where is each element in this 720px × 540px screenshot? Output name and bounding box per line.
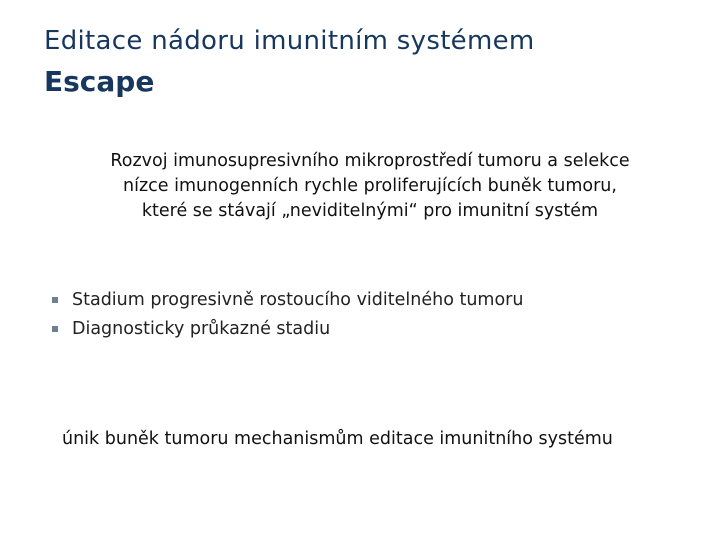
square-bullet-icon [52, 297, 58, 303]
bullet-item [52, 316, 523, 345]
bullet-list [52, 287, 523, 345]
square-bullet-icon [52, 326, 58, 332]
intro-paragraph [50, 149, 690, 224]
intro-line: které se stávají „neviditelnými“ pro imunitní systém [141, 201, 599, 221]
bullet-text: Diagnosticky průkazné stadiu [72, 319, 331, 339]
conclusion-text: únik buněk tumoru mechanismům editace imunitního systému [62, 429, 613, 449]
bullet-item [52, 287, 523, 316]
intro-line: nízce imunogenních rychle proliferujících buněk tumoru, [123, 176, 617, 196]
slide-subtitle: Escape [44, 65, 155, 98]
intro-line: Rozvoj imunosupresivního mikroprostředí tumoru a selekce [110, 151, 630, 171]
bullet-text: Stadium progresivně rostoucího viditelného tumoru [72, 290, 524, 310]
slide-title: Editace nádoru imunitním systémem [44, 26, 535, 56]
